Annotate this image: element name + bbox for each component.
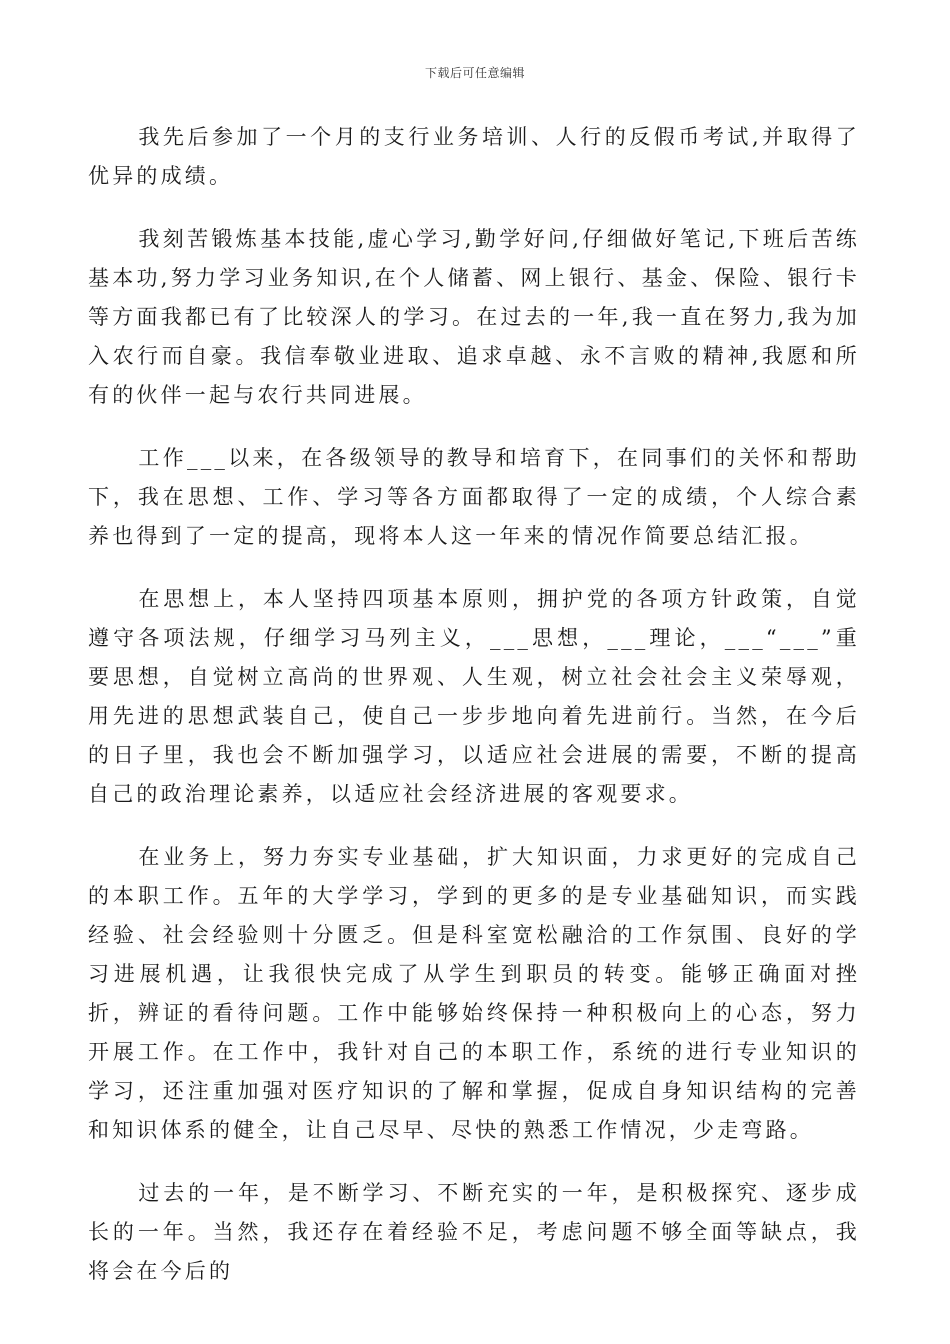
paragraph-1: 我先后参加了一个月的支行业务培训、人行的反假币考试,并取得了优异的成绩。: [88, 125, 860, 188]
paragraph-3: 工作___以来，在各级领导的教导和培育下，在同事们的关怀和帮助下，我在思想、工作、学习等各方面都取得了一定的成绩，个人综合素养也得到了一定的提高，现将本人这一年来的情况作简要总结汇报。: [88, 446, 860, 548]
paragraph-5: 在业务上，努力夯实专业基础，扩大知识面，力求更好的完成自己的本职工作。五年的大学学习，学到的更多的是专业基础知识，而实践经验、社会经验则十分匮乏。但是科室宽松融洽的工作氛围、良好的学习进展机遇，让我很快完成了从学生到职员的转变。能够正确面对挫折，辨证的看待问题。工作中能够始终保持一种积极向上的心态，努力开展工作。在工作中，我针对自己的本职工作，系统的进行专业知识的学习，还注重加强对医疗知识的了解和掌握，促成自身知识结构的完善和知识体系的健全，让自己尽早、尽快的熟悉工作情况，少走弯路。: [88, 845, 860, 1142]
paragraph-2: 我刻苦锻炼基本技能,虚心学习,勤学好问,仔细做好笔记,下班后苦练基本功,努力学习业务知识,在个人储蓄、网上银行、基金、保险、银行卡等方面我都已有了比较深人的学习。在过去的一年,我一直在努力,我为加入农行而自豪。我信奉敬业进取、追求卓越、永不言败的精神,我愿和所有的伙伴一起与农行共同进展。: [88, 227, 860, 407]
document-body: [88, 118, 860, 1315]
paragraph-6: 过去的一年，是不断学习、不断充实的一年，是积极探究、逐步成长的一年。当然，我还存在着经验不足，考虑问题不够全面等缺点，我将会在今后的: [88, 1181, 860, 1283]
page-header: 下载后可任意编辑: [424, 66, 525, 80]
paragraph-4: 在思想上，本人坚持四项基本原则，拥护党的各项方针政策，自觉遵守各项法规，仔细学习马列主义，___思想，___理论，___“___”重要思想，自觉树立高尚的世界观、人生观，树立社会社会主义荣辱观，用先进的思想武装自己，使自己一步步地向着先进前行。当然，在今后的日子里，我也会不断加强学习，以适应社会进展的需要，不断的提高自己的政治理论素养，以适应社会经济进展的客观要求。: [88, 587, 860, 806]
